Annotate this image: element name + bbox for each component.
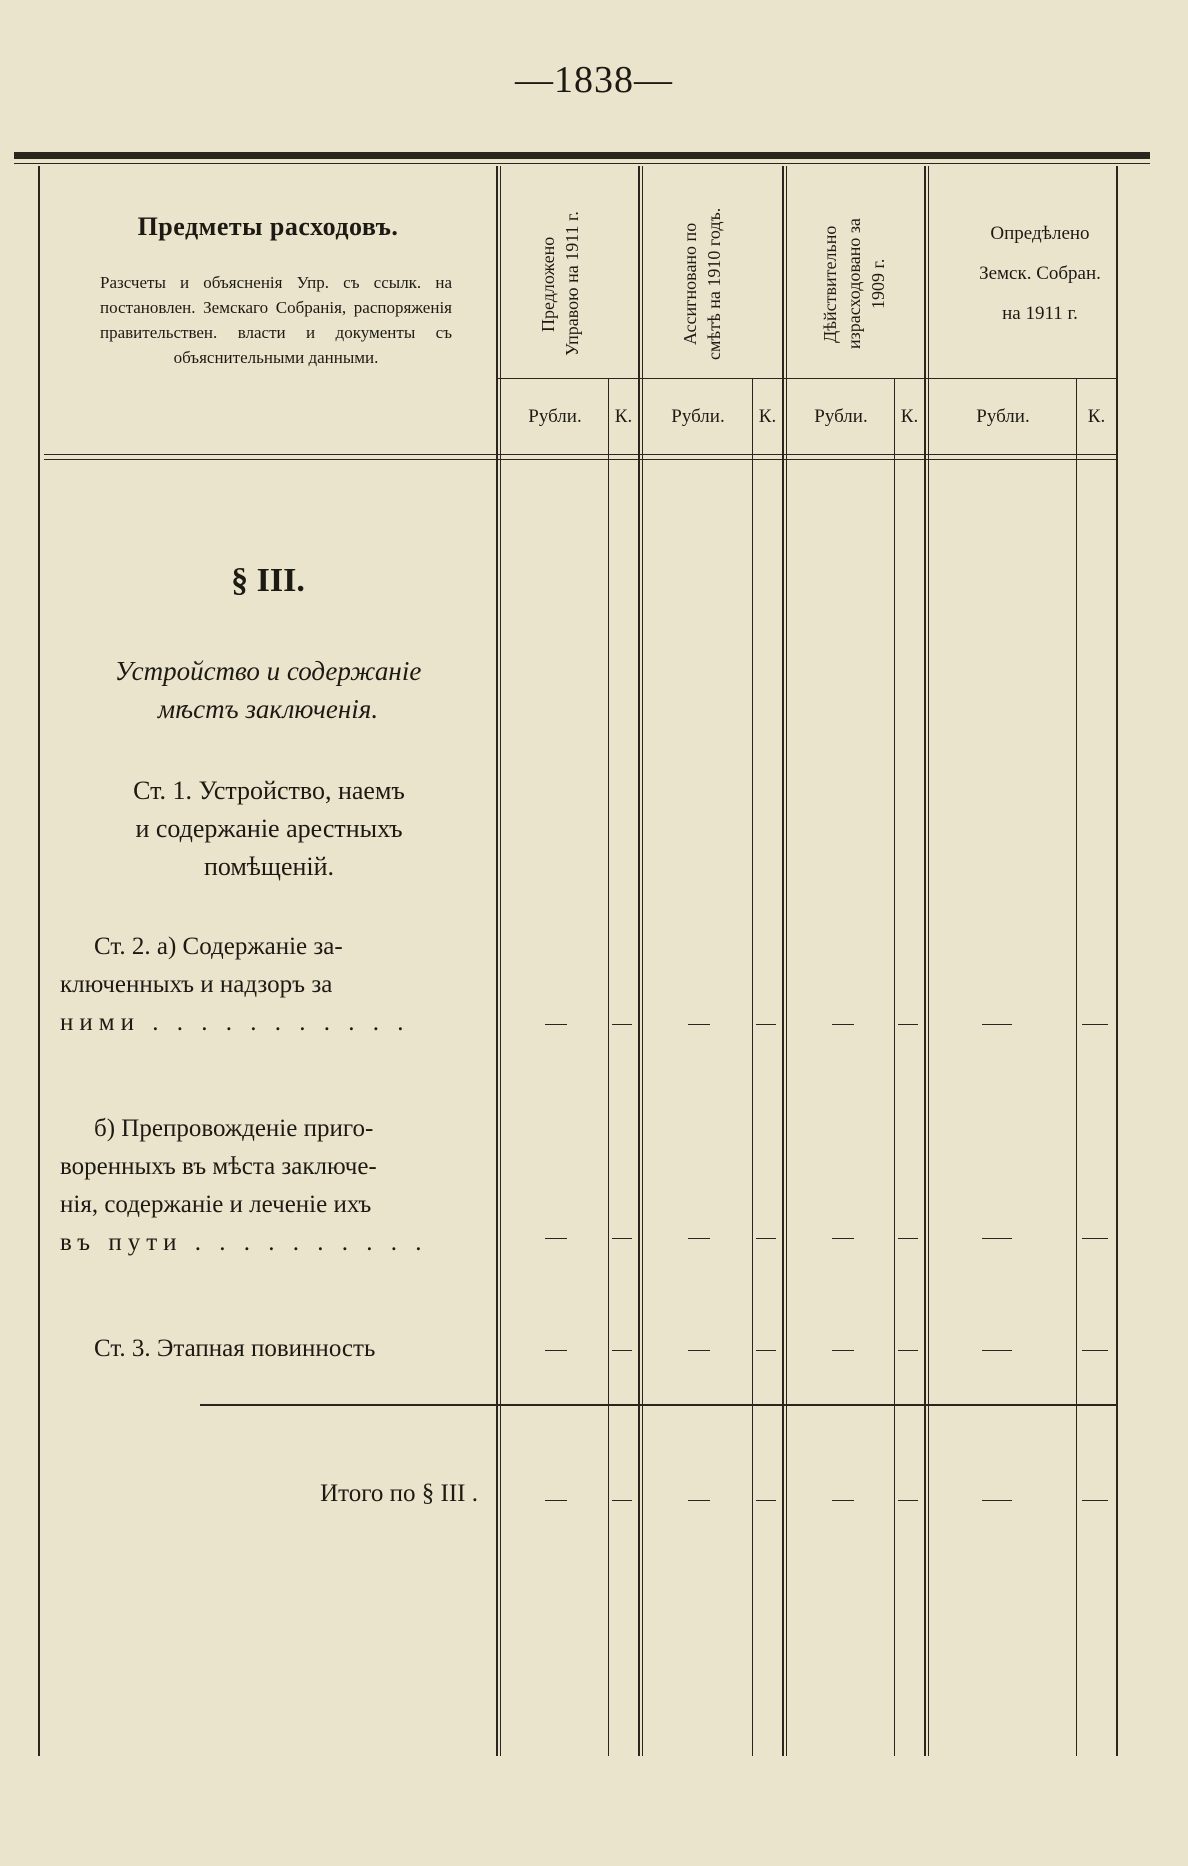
- entry-line: б) Препровожденіе приго-: [94, 1115, 374, 1142]
- col-head-proposed: Предложено Управою на 1911 г.: [538, 211, 582, 357]
- col-divider-k1: [608, 378, 609, 1756]
- col-divider-k3: [894, 378, 895, 1756]
- empty-value-dash: [756, 1500, 776, 1501]
- empty-value-dash: [612, 1024, 632, 1025]
- section-sign: § III.: [231, 562, 305, 599]
- empty-value-dash: [688, 1350, 710, 1351]
- entry-line: Ст. 3. Этапная повинность: [94, 1335, 376, 1362]
- unit-kopecks-1: К.: [614, 406, 633, 427]
- empty-value-dash: [982, 1500, 1012, 1501]
- empty-value-dash: [898, 1238, 918, 1239]
- section-title: [48, 652, 488, 728]
- col-head-assigned: Ассигновано по смѣтѣ на 1910 годъ.: [680, 207, 724, 361]
- header-bottom-rule-2: [44, 459, 1116, 460]
- unit-kopecks-3: К.: [900, 406, 919, 427]
- empty-value-dash: [1082, 1024, 1108, 1025]
- col-divider-k2: [752, 378, 753, 1756]
- empty-value-dash: [898, 1024, 918, 1025]
- entry-line: и содержаніе арестныхъ: [135, 814, 403, 843]
- entry-st3: [60, 1330, 478, 1368]
- col-head-spent: Дѣйствительно израсходовано за 1909 г.: [820, 218, 888, 350]
- empty-value-dash: [898, 1500, 918, 1501]
- unit-row-rule: [498, 378, 1116, 379]
- col-divider-1b: [500, 166, 501, 1756]
- empty-value-dash: [756, 1238, 776, 1239]
- empty-value-dash: [545, 1024, 567, 1025]
- entry-line: Ст. 1. Устройство, наемъ: [133, 776, 405, 805]
- empty-value-dash: [1082, 1350, 1108, 1351]
- col-divider-2: [638, 166, 640, 1756]
- empty-value-dash: [612, 1350, 632, 1351]
- entry-line: ключенныхъ и надзоръ за: [60, 971, 333, 998]
- empty-value-dash: [688, 1500, 710, 1501]
- unit-rubles-4: Рубли.: [976, 406, 1030, 427]
- col-head-determined-line-1: Опредѣлено: [990, 223, 1090, 244]
- empty-value-dash: [545, 1350, 567, 1351]
- top-rule-thin: [14, 163, 1150, 164]
- entry-line: нія, содержаніе и леченіе ихъ: [60, 1191, 372, 1218]
- empty-value-dash: [545, 1238, 567, 1239]
- table-right-border: [1116, 166, 1118, 1756]
- empty-value-dash: [898, 1350, 918, 1351]
- total-rule: [200, 1404, 1116, 1406]
- empty-value-dash: [756, 1350, 776, 1351]
- total-label: Итого по § III .: [320, 1480, 478, 1507]
- col-divider-4: [924, 166, 926, 1756]
- unit-rubles-3: Рубли.: [814, 406, 868, 427]
- unit-rubles-1: Рубли.: [528, 406, 582, 427]
- header-subtitle: Разсчеты и объясненія Упр. съ ссылк. на постановлен. Земскаго Собранія, распоряженія правительствен. власти и документы съ объяснительными данными.: [100, 273, 452, 367]
- unit-rubles-2: Рубли.: [671, 406, 725, 427]
- entry-line: воренныхъ въ мѣста заключе-: [60, 1153, 377, 1180]
- col-divider-k4: [1076, 378, 1077, 1756]
- col-divider-3: [782, 166, 784, 1756]
- empty-value-dash: [612, 1500, 632, 1501]
- unit-kopecks-4: К.: [1087, 406, 1106, 427]
- empty-value-dash: [982, 1024, 1012, 1025]
- empty-value-dash: [545, 1500, 567, 1501]
- empty-value-dash: [832, 1024, 854, 1025]
- col-head-determined-line-3: на 1911 г.: [1002, 303, 1078, 324]
- empty-value-dash: [688, 1238, 710, 1239]
- empty-value-dash: [1082, 1238, 1108, 1239]
- section-title-line-2: мѣстъ заключенія.: [157, 694, 379, 724]
- entry-line: помѣщеній.: [203, 852, 335, 881]
- header-bottom-rule: [44, 454, 1116, 455]
- empty-value-dash: [982, 1238, 1012, 1239]
- empty-value-dash: [832, 1238, 854, 1239]
- col-head-determined-line-2: Земск. Собран.: [979, 263, 1101, 284]
- page-number: —1838—: [515, 59, 673, 101]
- empty-value-dash: [756, 1024, 776, 1025]
- section-title-line-1: Устройство и содержаніе: [114, 656, 422, 686]
- entry-line: въ пути . . . . . . . . . .: [60, 1229, 428, 1256]
- entry-st2a: [60, 928, 478, 1042]
- header-title: Предметы расходовъ.: [137, 212, 399, 241]
- col-divider-1: [496, 166, 498, 1756]
- col-divider-3b: [786, 166, 787, 1756]
- empty-value-dash: [832, 1500, 854, 1501]
- empty-value-dash: [688, 1024, 710, 1025]
- unit-kopecks-2: К.: [758, 406, 777, 427]
- entry-line: Ст. 2. а) Содержаніе за-: [94, 933, 343, 960]
- table-left-border: [38, 166, 40, 1756]
- empty-value-dash: [1082, 1500, 1108, 1501]
- entry-line: ними . . . . . . . . . . .: [60, 1009, 410, 1036]
- col-head-determined: [930, 214, 1150, 334]
- top-rule: [14, 152, 1150, 159]
- empty-value-dash: [832, 1350, 854, 1351]
- entry-st1: [60, 772, 478, 886]
- empty-value-dash: [982, 1350, 1012, 1351]
- col-divider-2b: [642, 166, 643, 1756]
- empty-value-dash: [612, 1238, 632, 1239]
- entry-st2b: [60, 1110, 478, 1262]
- col-divider-4b: [928, 166, 929, 1756]
